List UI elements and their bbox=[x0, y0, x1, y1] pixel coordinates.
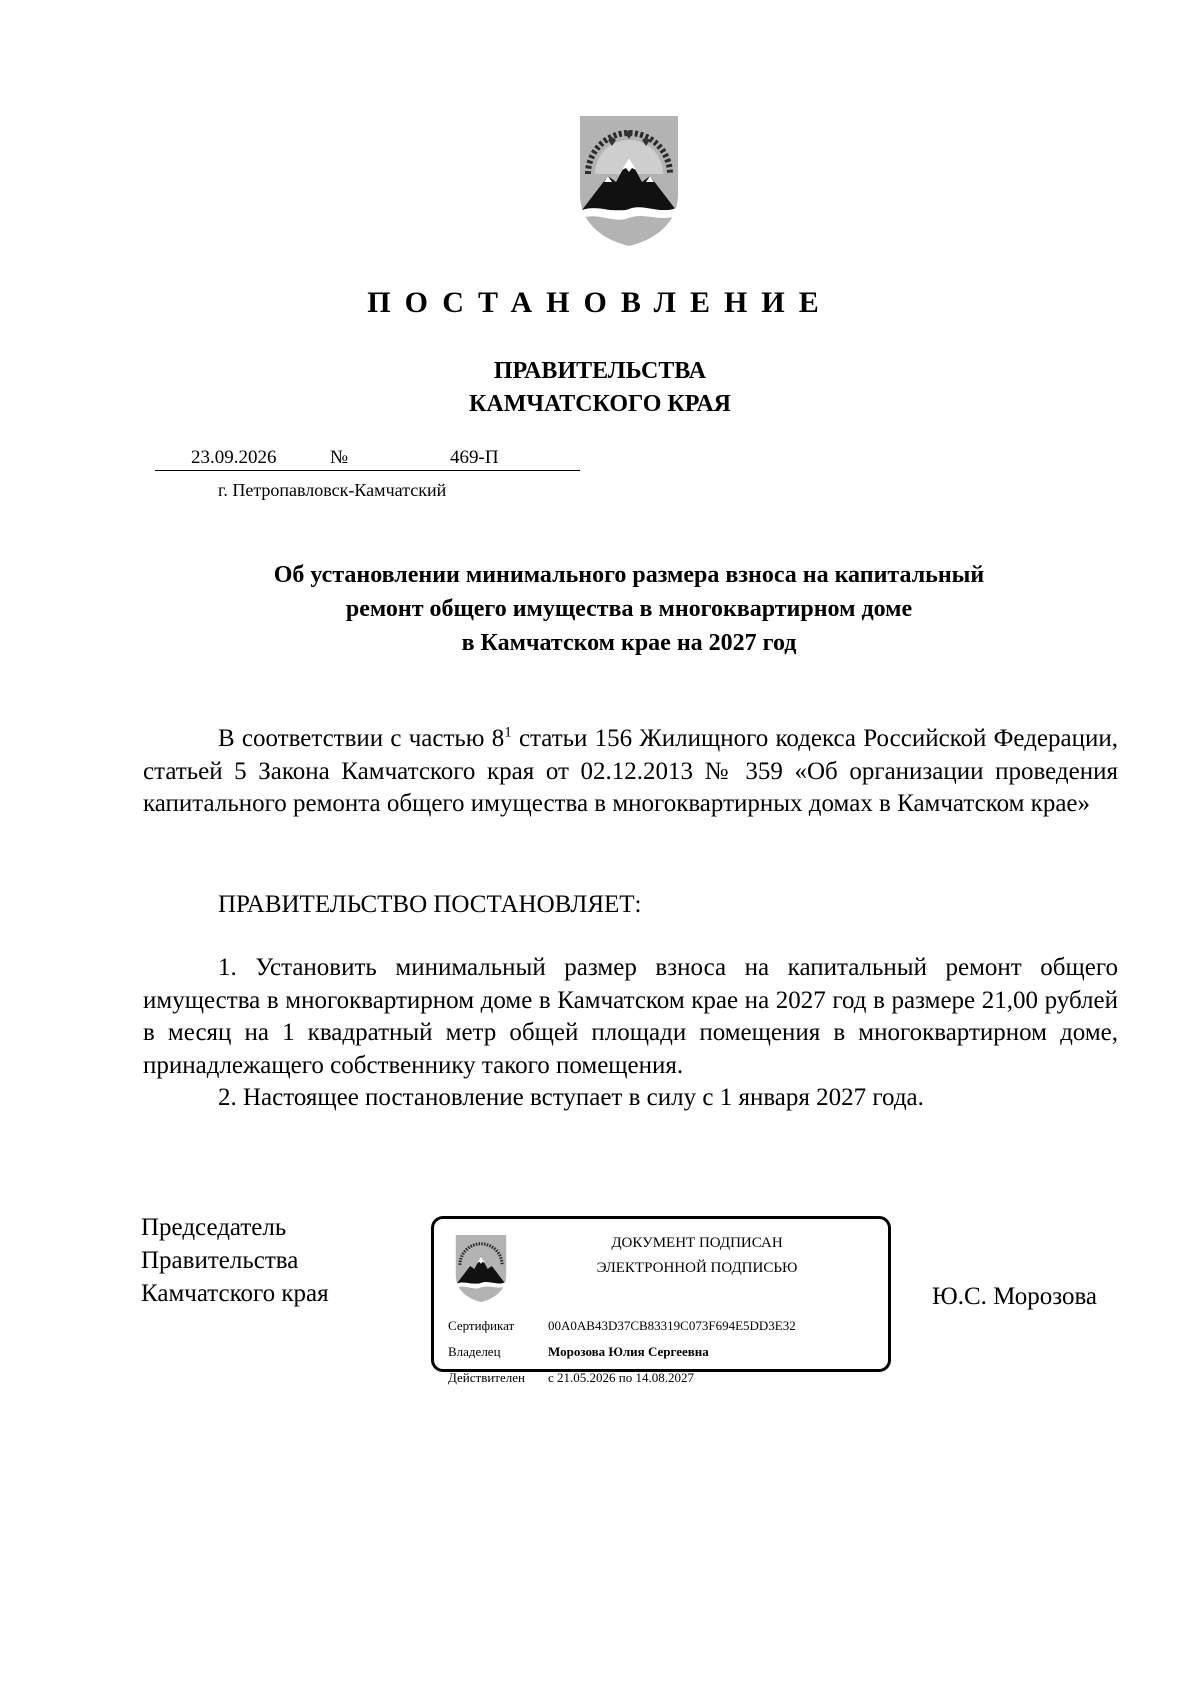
stamp-title-line-1: ДОКУМЕНТ ПОДПИСАН bbox=[611, 1235, 783, 1251]
issuer-line-1: ПРАВИТЕЛЬСТВА bbox=[493, 358, 707, 384]
owner-row bbox=[448, 1343, 709, 1361]
signatory-position bbox=[141, 1211, 329, 1310]
stamp-title-line-2: ЭЛЕКТРОННОЙ ПОДПИСЬЮ bbox=[596, 1260, 798, 1276]
document-date: 23.09.2026 bbox=[191, 447, 277, 468]
position-line-2: Правительства bbox=[141, 1247, 299, 1274]
position-line-3: Камчатского края bbox=[141, 1280, 329, 1307]
coat-of-arms-icon bbox=[452, 1233, 510, 1303]
stamp-title bbox=[514, 1231, 880, 1281]
certificate-value: 00A0AB43D37CB83319C073F694E5DD3E32 bbox=[548, 1318, 796, 1333]
issuer-line-2: КАМЧАТСКОГО КРАЯ bbox=[468, 391, 732, 417]
superscript: 1 bbox=[504, 724, 512, 741]
document-subject bbox=[0, 558, 1200, 660]
owner-value: Морозова Юлия Сергеевна bbox=[548, 1344, 709, 1359]
validity-row bbox=[448, 1369, 694, 1387]
certificate-label: Сертификат bbox=[448, 1318, 515, 1333]
preamble-part-2: статьи 156 Жилищного кодекса Российской Федерации, статьей 5 Закона Камчатского края от 02.12.2013 № 359 «Об организации проведения капитального ремонта общего имущества в многоквартирных домах в Камчатском крае» bbox=[143, 725, 1118, 817]
subject-line-1: Об установлении минимального размера взноса на капитальный bbox=[273, 562, 985, 588]
coat-of-arms-icon bbox=[574, 112, 684, 248]
validity-label: Действителен bbox=[448, 1370, 525, 1385]
document-type: ПОСТАНОВЛЕНИЕ bbox=[367, 286, 833, 319]
preamble-paragraph bbox=[143, 723, 1118, 821]
registration-line bbox=[155, 446, 580, 471]
subject-line-2: ремонт общего имущества в многоквартирном доме bbox=[345, 596, 913, 622]
issuer-name bbox=[0, 355, 1200, 421]
subject-line-3: в Камчатском крае на 2027 год bbox=[461, 630, 797, 656]
certificate-row bbox=[448, 1317, 796, 1335]
position-line-1: Председатель bbox=[141, 1214, 287, 1241]
validity-value: с 21.05.2026 по 14.08.2027 bbox=[548, 1370, 694, 1385]
preamble-part-1: В соответствии с частью 8 bbox=[218, 725, 505, 752]
city: г. Петропавловск-Камчатский bbox=[218, 480, 447, 500]
signatory-name: Ю.С. Морозова bbox=[932, 1283, 1098, 1310]
document-number: 469-П bbox=[450, 447, 499, 468]
clause-1: 1. Установить минимальный размер взноса на капитальный ремонт общего имущества в многоквартирном доме в Камчатском крае на 2027 год в размере 21,00 рублей в месяц на 1 квадратный метр общей площади помещения в многоквартирном доме, принадлежащего собственнику такого помещения. bbox=[143, 954, 1118, 1079]
resolution-heading: ПРАВИТЕЛЬСТВО ПОСТАНОВЛЯЕТ: bbox=[218, 891, 642, 918]
clause-2: 2. Настоящее постановление вступает в силу с 1 января 2027 года. bbox=[218, 1084, 924, 1111]
owner-label: Владелец bbox=[448, 1344, 501, 1359]
electronic-signature-stamp bbox=[431, 1216, 891, 1385]
number-sign: № bbox=[330, 447, 349, 468]
